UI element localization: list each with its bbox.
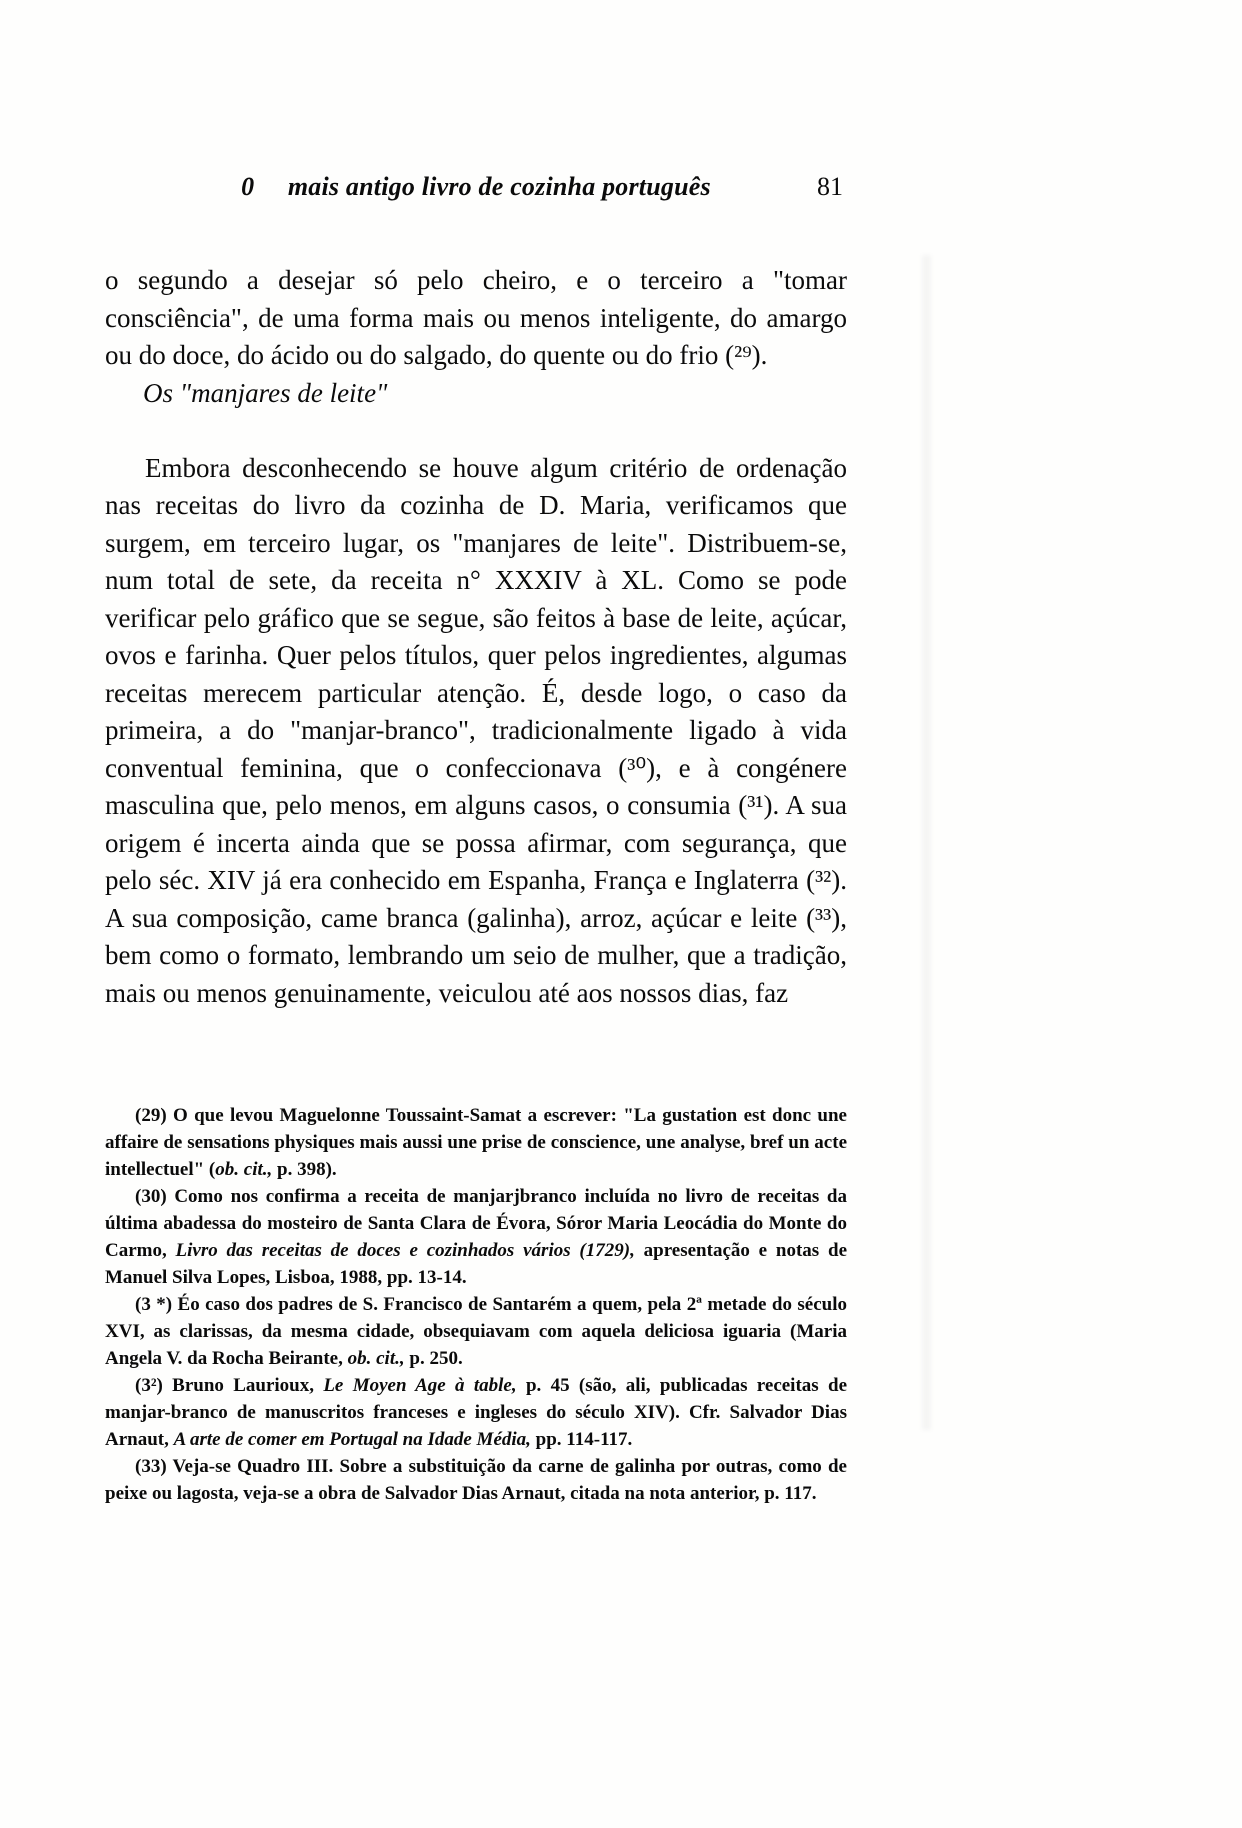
footnote-29 bbox=[105, 1102, 847, 1183]
footnote-29-text-end: p. 398). bbox=[272, 1159, 337, 1180]
footnotes-block bbox=[105, 1102, 847, 1507]
footnote-32-text-end: pp. 114-117. bbox=[530, 1429, 633, 1450]
footnote-29-text: (29) O que levou Maguelonne Toussaint-Samat a escrever: "La gustation est donc une affaire de sensations physiques mais aussi une prise de conscience, une analyse, bref un acte intellectuel" ( bbox=[105, 1105, 847, 1180]
footnote-30-text-end: apresentação e notas de Manuel Silva Lopes, Lisboa, 1988, pp. 13-14. bbox=[105, 1240, 848, 1288]
footnote-30-italic-book-title: Livro das receitas de doces e cozinhados vários (1729), bbox=[175, 1240, 635, 1261]
body-paragraph-continuation: o segundo a desejar só pelo cheiro, e o terceiro a "tomar consciência", de uma forma mais ou menos inteligente, do amargo ou do doce, do ácido ou do salgado, do quente ou do frio (²⁹). bbox=[105, 265, 847, 370]
running-head-row bbox=[105, 172, 847, 206]
running-head-title: 0 mais antigo livro de cozinha português bbox=[241, 172, 711, 201]
page-number: 81 bbox=[817, 172, 843, 201]
footnote-32 bbox=[105, 1372, 847, 1453]
footnote-33 bbox=[105, 1453, 847, 1507]
footnote-33-text: (33) Veja-se Quadro III. Sobre a substituição da carne de galinha por outras, como de peixe ou lagosta, veja-se a obra de Salvador Dias Arnaut, citada na nota anterior, p. 117. bbox=[105, 1456, 847, 1504]
footnote-32-italic-book-title-2: A arte de comer em Portugal na Idade Média, bbox=[173, 1429, 531, 1450]
footnote-31-italic-citation: ob. cit., bbox=[347, 1348, 405, 1369]
footnote-30 bbox=[105, 1183, 847, 1291]
text-column bbox=[105, 172, 847, 1507]
footnote-32-text-mid: p. 45 (são, ali, publicadas receitas de manjar-branco de manuscritos franceses e ingleses do século XIV). Cfr. Salvador Dias Arnaut, bbox=[105, 1375, 848, 1450]
footnote-31-text-end: p. 250. bbox=[404, 1348, 463, 1369]
footnote-31 bbox=[105, 1291, 847, 1372]
body-paragraph-main: Embora desconhecendo se houve algum critério de ordenação nas receitas do livro da cozinha de D. Maria, verificamos que surgem, em terceiro lugar, os "manjares de leite". Distribuem-se, num total de sete, da receita n° XXXIV à XL. Como se pode verificar pelo gráfico que se segue, são feitos à base de leite, açúcar, ovos e farinha. Quer pelos títulos, quer pelos ingredientes, algumas receitas merecem particular atenção. É, desde logo, o caso da primeira, a do "manjar-branco", tradicionalmente ligado à vida conventual feminina, que o confeccionava (³⁰), e à congénere masculina que, pelo menos, em alguns casos, o consumia (³¹). A sua origem é incerta ainda que se possa afirmar, com segurança, que pelo séc. XIV já era conhecido em Espanha, França e Inglaterra (³²). A sua composição, came branca (galinha), arroz, açúcar e leite (³³), bem como o formato, lembrando um seio de mulher, que a tradição, mais ou menos genuinamente, veiculou até aos nossos dias, faz bbox=[105, 452, 847, 1008]
scan-artifact bbox=[922, 255, 931, 1430]
footnote-32-italic-book-title: Le Moyen Age à table, bbox=[323, 1375, 517, 1396]
footnote-29-italic-citation: ob. cit., bbox=[215, 1159, 273, 1180]
footnote-30-text: (30) Como nos confirma a receita de manjarjbranco incluída no livro de receitas da última abadessa do mosteiro de Santa Clara de Évora, Sóror Maria Leocádia do Monte do Carmo, bbox=[105, 1186, 847, 1261]
footnote-32-text: (3²) Bruno Laurioux, bbox=[135, 1375, 324, 1396]
footnote-31-text: (3 *) Éo caso dos padres de S. Francisco de Santarém a quem, pela 2ª metade do século XVI, as clarissas, da mesma cidade, obsequiavam com aquela deliciosa iguaria (Maria Angela V. da Rocha Beirante, bbox=[105, 1294, 847, 1369]
section-heading: Os "manjares de leite" bbox=[143, 377, 388, 408]
